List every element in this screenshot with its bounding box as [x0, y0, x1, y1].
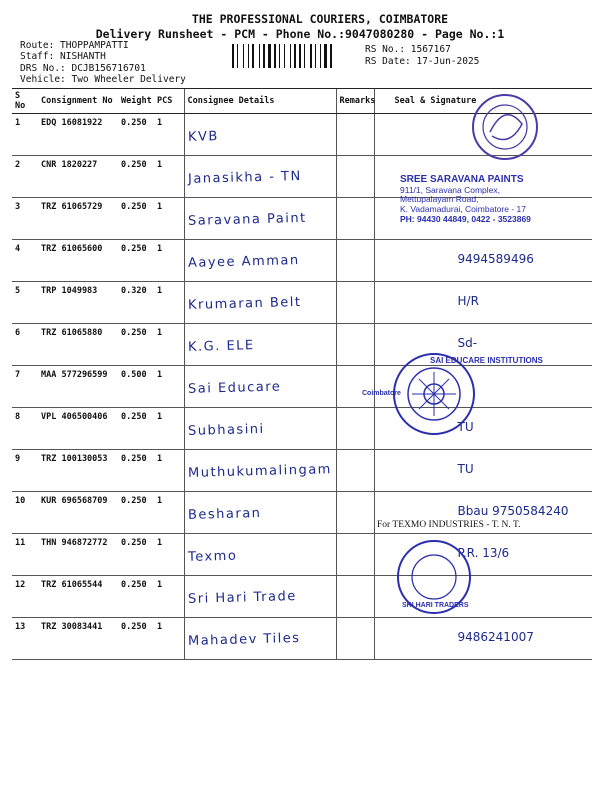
consignee-handwriting: Subhasini [187, 421, 265, 439]
consignee-handwriting: Sai Educare [187, 379, 282, 397]
runsheet-subtitle: Delivery Runsheet - PCM - Phone No.:9047080280 - Page No.:1 [95, 27, 505, 41]
row-pcs: 1 [154, 282, 184, 324]
consignee-handwriting: Krumaran Belt [187, 294, 302, 313]
row-remarks [336, 156, 374, 198]
row-weight: 0.250 [118, 324, 154, 366]
round-seal-stamp [470, 92, 540, 162]
barcode-bar [302, 44, 303, 68]
shop-name: SREE SARAVANA PAINTS [400, 174, 524, 185]
row-consignment-no: MAA 577296599 [38, 366, 118, 408]
table-row [12, 282, 592, 324]
col-sno: S No [12, 89, 38, 114]
row-pcs: 1 [154, 408, 184, 450]
barcode-bar [237, 44, 238, 68]
barcode-bar [297, 44, 298, 68]
barcode-bar [259, 44, 260, 68]
row-weight: 0.250 [118, 492, 154, 534]
col-consignment: Consignment No [38, 89, 118, 114]
row-sno: 11 [12, 534, 38, 576]
barcode-bar [284, 44, 285, 68]
row-consignment-no: TRZ 61065729 [38, 198, 118, 240]
row-weight: 0.250 [118, 450, 154, 492]
barcode-bar [292, 44, 293, 68]
row-consignee [184, 618, 336, 660]
row-consignee [184, 282, 336, 324]
row-pcs: 1 [154, 450, 184, 492]
signature-handwriting: P.R. 13/6 [457, 546, 510, 560]
barcode-bar [310, 44, 312, 68]
barcode-bar [263, 44, 265, 68]
consignee-handwriting: Aayee Amman [187, 252, 300, 271]
row-consignment-no: VPL 406500406 [38, 408, 118, 450]
signature-handwriting: Bbau 9750584240 [457, 504, 569, 518]
barcode-bar [243, 44, 244, 68]
row-remarks [336, 114, 374, 156]
row-consignee [184, 156, 336, 198]
signature-handwriting: 9494589496 [457, 252, 534, 266]
barcode-bar [320, 44, 321, 68]
row-remarks [336, 366, 374, 408]
row-remarks [336, 324, 374, 366]
row-sno: 1 [12, 114, 38, 156]
col-consignee: Consignee Details [184, 89, 336, 114]
row-consignee [184, 240, 336, 282]
row-remarks [336, 618, 374, 660]
barcode-bar [290, 44, 291, 68]
row-remarks [336, 240, 374, 282]
barcode-bar [235, 44, 236, 68]
table-row [12, 576, 592, 618]
row-remarks [336, 408, 374, 450]
sai-educare-city: Coimbatore [362, 390, 401, 397]
row-signature [374, 450, 592, 492]
barcode-bar [286, 44, 289, 68]
consignee-handwriting: Saravana Paint [187, 210, 307, 229]
row-weight: 0.250 [118, 408, 154, 450]
row-sno: 5 [12, 282, 38, 324]
table-row [12, 408, 592, 450]
table-row [12, 240, 592, 282]
row-pcs: 1 [154, 534, 184, 576]
col-weight: Weight [118, 89, 154, 114]
sai-educare-ring-text: SAI EDUCARE INSTITUTIONS [430, 356, 543, 365]
row-sno: 13 [12, 618, 38, 660]
signature-handwriting: H/R [457, 294, 479, 308]
row-consignee [184, 408, 336, 450]
barcode-bar [317, 44, 319, 68]
row-remarks [336, 282, 374, 324]
shop-address-3: K. Vadamadurai, Coimbatore - 17 [400, 204, 526, 215]
barcode-bar [304, 44, 305, 68]
row-sno: 7 [12, 366, 38, 408]
row-consignment-no: EDQ 16081922 [38, 114, 118, 156]
row-sno: 12 [12, 576, 38, 618]
shop-address-2: Mettupalayam Road, [400, 194, 479, 205]
row-consignment-no: TRP 1049983 [38, 282, 118, 324]
row-consignment-no: THN 946872772 [38, 534, 118, 576]
row-sno: 3 [12, 198, 38, 240]
barcode-bar [272, 44, 273, 68]
barcode-bar [232, 44, 234, 68]
sree-saravana-paints-stamp [400, 174, 570, 225]
barcode-bar [252, 44, 254, 68]
barcode-bar [306, 44, 309, 68]
row-weight: 0.250 [118, 156, 154, 198]
row-signature [374, 240, 592, 282]
row-consignment-no: TRZ 61065600 [38, 240, 118, 282]
row-consignee [184, 366, 336, 408]
barcode-bar [315, 44, 316, 68]
row-weight: 0.250 [118, 534, 154, 576]
row-weight: 0.500 [118, 366, 154, 408]
row-consignment-no: CNR 1820227 [38, 156, 118, 198]
barcode-bar [330, 44, 332, 68]
row-weight: 0.250 [118, 198, 154, 240]
row-pcs: 1 [154, 240, 184, 282]
col-pcs: PCS [154, 89, 184, 114]
barcode [232, 44, 352, 68]
signature-handwriting: Sd- [457, 336, 478, 350]
barcode-bar [277, 44, 278, 68]
row-sno: 10 [12, 492, 38, 534]
barcode-bar [239, 44, 242, 68]
row-weight: 0.250 [118, 240, 154, 282]
row-weight: 0.250 [118, 618, 154, 660]
row-consignee [184, 450, 336, 492]
barcode-bar [328, 44, 329, 68]
row-pcs: 1 [154, 618, 184, 660]
row-pcs: 1 [154, 366, 184, 408]
rs-number: RS No.: 1567167 [365, 44, 451, 55]
consignee-handwriting: K.G. ELE [187, 338, 255, 355]
row-consignment-no: TRZ 61065880 [38, 324, 118, 366]
table-row [12, 450, 592, 492]
drs-number: DRS No.: DCJB156716701 [20, 63, 146, 74]
row-consignment-no: TRZ 100130053 [38, 450, 118, 492]
row-signature [374, 618, 592, 660]
barcode-bar [268, 44, 271, 68]
row-consignee [184, 534, 336, 576]
table-row [12, 618, 592, 660]
barcode-bar [333, 44, 334, 68]
col-seal-signature: Seal & Signature [374, 89, 592, 114]
consignee-handwriting: Texmo [187, 548, 238, 565]
barcode-bar [281, 44, 283, 68]
row-consignee [184, 324, 336, 366]
row-signature [374, 282, 592, 324]
row-pcs: 1 [154, 492, 184, 534]
consignee-handwriting: Janasikha - TN [187, 168, 302, 187]
consignee-handwriting: KVB [187, 129, 219, 145]
row-consignment-no: TRZ 61065544 [38, 576, 118, 618]
barcode-bar [313, 44, 314, 68]
signature-handwriting: TU [457, 462, 474, 476]
row-sno: 6 [12, 324, 38, 366]
company-title: THE PROFESSIONAL COURIERS, COIMBATORE [191, 12, 449, 26]
row-pcs: 1 [154, 324, 184, 366]
barcode-bar [299, 44, 301, 68]
row-remarks [336, 198, 374, 240]
consignee-handwriting: Besharan [187, 505, 262, 523]
row-sno: 8 [12, 408, 38, 450]
signature-handwriting: TU [457, 420, 474, 434]
row-pcs: 1 [154, 114, 184, 156]
row-consignment-no: TRZ 30083441 [38, 618, 118, 660]
table-row [12, 366, 592, 408]
signature-handwriting: 9486241007 [457, 630, 534, 644]
barcode-bar [279, 44, 280, 68]
barcode-bar [245, 44, 247, 68]
row-sno: 9 [12, 450, 38, 492]
col-remarks: Remarks [336, 89, 374, 114]
row-consignee [184, 576, 336, 618]
row-sno: 4 [12, 240, 38, 282]
row-consignment-no: KUR 696568709 [38, 492, 118, 534]
barcode-bar [324, 44, 327, 68]
barcode-bar [248, 44, 249, 68]
row-weight: 0.250 [118, 576, 154, 618]
shop-phone: PH: 94430 44849, 0422 - 3523869 [400, 213, 531, 224]
vehicle: Vehicle: Two Wheeler Delivery [20, 74, 186, 85]
barcode-bar [261, 44, 262, 68]
consignee-handwriting: Muthukumalingam [187, 462, 332, 481]
row-consignee [184, 198, 336, 240]
route: Route: THOPPAMPATTI [20, 40, 129, 51]
row-pcs: 1 [154, 576, 184, 618]
shop-address-1: 911/1, Saravana Complex, [400, 184, 501, 195]
consignee-handwriting: Mahadev Tiles [187, 630, 301, 649]
row-remarks [336, 492, 374, 534]
table-row [12, 534, 592, 576]
barcode-bar [294, 44, 296, 68]
row-pcs: 1 [154, 198, 184, 240]
barcode-bar [322, 44, 323, 68]
row-sno: 2 [12, 156, 38, 198]
row-consignee [184, 114, 336, 156]
consignee-handwriting: Sri Hari Trade [187, 589, 297, 607]
row-remarks [336, 450, 374, 492]
texmo-stamp: For TEXMO INDUSTRIES - T. N. T. [377, 520, 521, 530]
barcode-bar [274, 44, 276, 68]
row-remarks [336, 534, 374, 576]
sri-hari-traders-text: SRI HARI TRADERS [402, 602, 469, 609]
row-weight: 0.250 [118, 114, 154, 156]
barcode-bar [255, 44, 258, 68]
barcode-bar [250, 44, 251, 68]
row-pcs: 1 [154, 156, 184, 198]
barcode-bar [266, 44, 267, 68]
row-consignee [184, 492, 336, 534]
rs-date: RS Date: 17-Jun-2025 [365, 56, 480, 67]
row-remarks [336, 576, 374, 618]
row-weight: 0.320 [118, 282, 154, 324]
staff: Staff: NISHANTH [20, 51, 106, 62]
